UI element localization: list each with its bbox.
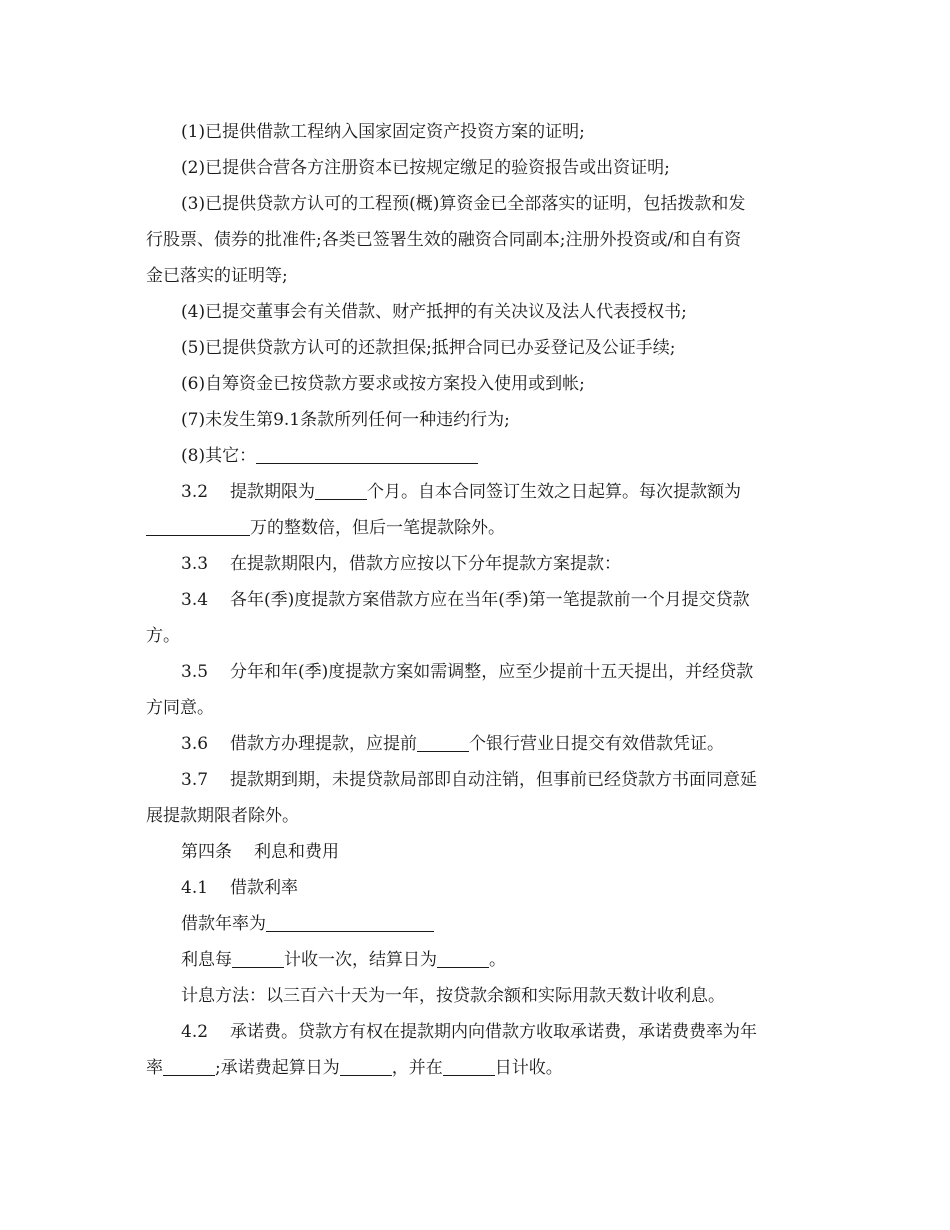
clause-3-5-line-1 xyxy=(146,654,808,690)
line-text: 个月。自本合同签订生效之日起算。每次提款额为 xyxy=(367,482,742,502)
line-text: (6)自筹资金已按贷款方要求或按方案投入使用或到帐; xyxy=(181,374,585,394)
line-text: 借款方办理提款，应提前 xyxy=(230,734,418,754)
line-text: 金已落实的证明等; xyxy=(146,266,288,286)
line-text: 万的整数倍，但后一笔提款除外。 xyxy=(250,518,505,538)
article-number: 第四条 xyxy=(181,842,232,862)
loan-annual-rate xyxy=(146,906,808,942)
line-text: 提款期到期，未提贷款局部即自动注销，但事前已经贷款方书面同意延 xyxy=(230,770,758,790)
document-body xyxy=(146,114,808,1086)
condition-3-line-3 xyxy=(146,258,808,294)
fill-in-blank-commitment-start[interactable] xyxy=(340,1055,392,1076)
condition-1 xyxy=(146,114,808,150)
clause-number: 3.2 xyxy=(181,482,209,502)
clause-4-2-line-1 xyxy=(146,1014,808,1050)
clause-number: 4.2 xyxy=(181,1022,209,1042)
condition-3-line-2 xyxy=(146,222,808,258)
line-text: (3)已提供贷款方认可的工程预(概)算资金已全部落实的证明，包括拨款和发 xyxy=(181,194,746,214)
fill-in-blank-business-days[interactable] xyxy=(417,731,469,752)
line-text: 借款年率为 xyxy=(181,914,266,934)
clause-3-4-line-2 xyxy=(146,618,808,654)
line-text: 方同意。 xyxy=(146,698,214,718)
clause-number: 3.4 xyxy=(181,590,209,610)
article-title: 利息和费用 xyxy=(254,842,339,862)
clause-4-1 xyxy=(146,870,808,906)
clause-3-2-line-2 xyxy=(146,510,808,546)
line-text: 行股票、债券的批准件;各类已签署生效的融资合同副本;注册外投资或/和自有资 xyxy=(146,230,742,250)
line-text: 率 xyxy=(146,1058,163,1078)
line-text: 利息每 xyxy=(181,950,232,970)
line-text: 展提款期限者除外。 xyxy=(146,806,299,826)
fill-in-blank-commitment-rate[interactable] xyxy=(163,1055,215,1076)
line-text: 个银行营业日提交有效借款凭证。 xyxy=(469,734,725,754)
line-text: 在提款期限内，借款方应按以下分年提款方案提款： xyxy=(230,554,622,574)
line-text: (2)已提供合营各方注册资本已按规定缴足的验资报告或出资证明; xyxy=(181,158,670,178)
line-text: (1)已提供借款工程纳入国家固定资产投资方案的证明; xyxy=(181,122,585,142)
clause-number: 3.3 xyxy=(181,554,209,574)
condition-3-line-1 xyxy=(146,186,808,222)
clause-3-3 xyxy=(146,546,808,582)
line-text: 分年和年(季)度提款方案如需调整，应至少提前十五天提出，并经贷款 xyxy=(230,662,754,682)
clause-3-7-line-1 xyxy=(146,762,808,798)
clause-4-2-line-2 xyxy=(146,1050,808,1086)
article-4-heading xyxy=(146,834,808,870)
line-text: (4)已提交董事会有关借款、财产抵押的有关决议及法人代表授权书; xyxy=(181,302,687,322)
clause-number: 4.1 xyxy=(181,878,209,898)
condition-2 xyxy=(146,150,808,186)
fill-in-blank-months[interactable] xyxy=(315,479,367,500)
line-text: (7)未发生第9.1条款所列任何一种违约行为; xyxy=(181,410,510,430)
condition-8 xyxy=(146,438,808,474)
line-text: 日计收。 xyxy=(494,1058,563,1078)
clause-number: 3.7 xyxy=(181,770,209,790)
fill-in-blank-settlement-day[interactable] xyxy=(437,947,489,968)
line-text: ，并在 xyxy=(391,1058,443,1078)
line-text: ;承诺费起算日为 xyxy=(215,1058,340,1078)
interest-schedule xyxy=(146,942,808,978)
line-text: 借款利率 xyxy=(230,878,299,898)
line-text: 提款期限为 xyxy=(230,482,316,502)
fill-in-blank-amount[interactable] xyxy=(146,515,250,536)
clause-number: 3.6 xyxy=(181,734,209,754)
line-text: 。 xyxy=(489,950,506,970)
clause-3-5-line-2 xyxy=(146,690,808,726)
line-text: (8)其它： xyxy=(181,446,257,466)
line-text: 承诺费。贷款方有权在提款期内向借款方收取承诺费，承诺费费率为年 xyxy=(230,1022,758,1042)
condition-5 xyxy=(146,330,808,366)
condition-6 xyxy=(146,366,808,402)
fill-in-blank-commitment-day[interactable] xyxy=(443,1055,495,1076)
fill-in-blank-annual-rate[interactable] xyxy=(266,911,434,932)
line-text: 计收一次，结算日为 xyxy=(284,950,437,970)
line-text: (5)已提供贷款方认可的还款担保;抵押合同已办妥登记及公证手续; xyxy=(181,338,676,358)
fill-in-blank-other[interactable] xyxy=(256,443,478,464)
interest-method xyxy=(146,978,808,1014)
condition-7 xyxy=(146,402,808,438)
line-text: 各年(季)度提款方案借款方应在当年(季)第一笔提款前一个月提交贷款 xyxy=(230,590,750,610)
condition-4 xyxy=(146,294,808,330)
clause-3-6 xyxy=(146,726,808,762)
clause-number: 3.5 xyxy=(181,662,209,682)
clause-3-2-line-1 xyxy=(146,474,808,510)
line-text: 计息方法：以三百六十天为一年，按贷款余额和实际用款天数计收利息。 xyxy=(181,986,725,1006)
fill-in-blank-interest-period[interactable] xyxy=(232,947,284,968)
line-text: 方。 xyxy=(146,626,180,646)
clause-3-7-line-2 xyxy=(146,798,808,834)
clause-3-4-line-1 xyxy=(146,582,808,618)
